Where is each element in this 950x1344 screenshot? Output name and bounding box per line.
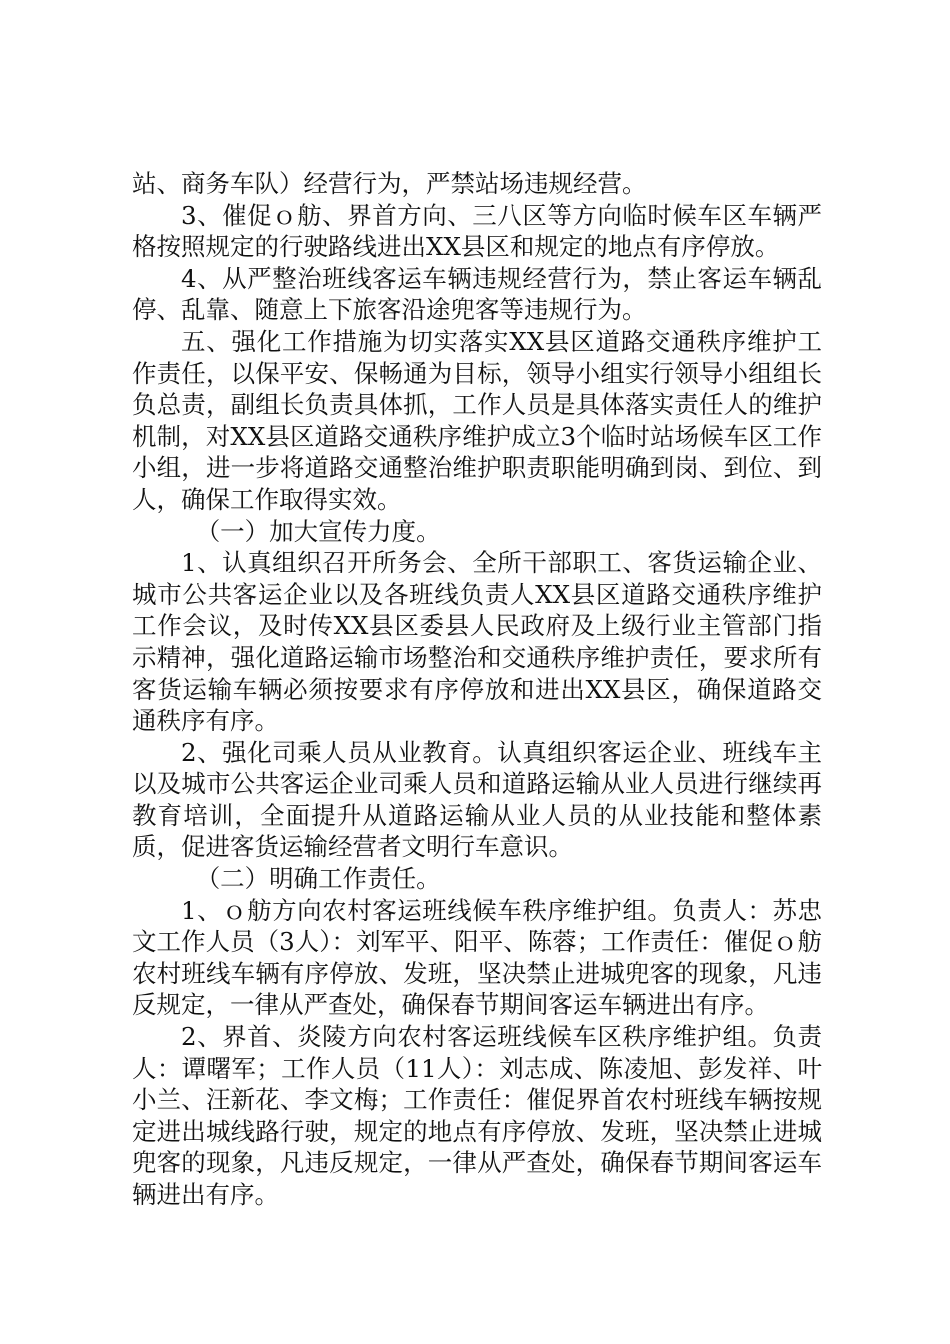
paragraph-responsibility-item-2: 2、界首、炎陵方向农村客运班线候车区秩序维护组。负责人：谭曙军；工作人员（11人）：刘志成、陈凌旭、彭发祥、叶小兰、汪新花、李文梅；工作责任：催促界首农村班线车辆按规定进出城线路行驶，规定的地点有序停放、发班，坚决禁止进城兜客的现象，凡违反规定，一律从严查处，确保春节期间客运车辆进出有序。 [132, 1022, 822, 1209]
subheading-responsibility: （二）明确工作责任。 [195, 864, 441, 894]
paragraph-item-3: 3、催促ｏ舫、界首方向、三八区等方向临时候车区车辆严格按照规定的行驶路线进出XX县区和规定的地点有序停放。 [132, 200, 822, 262]
paragraph-continuation: 站、商务车队）经营行为，严禁站场违规经营。 [132, 169, 647, 198]
paragraph-publicity-item-1: 1、认真组织召开所务会、全所干部职工、客货运输企业、城市公共客运企业以及各班线负责人XX县区道路交通秩序维护工作会议，及时传XX县区委县人民政府及上级行业主管部门指示精神，强化道路运输市场整治和交通秩序维护责任，要求所有客货运输车辆必须按要求有序停放和进出XX县区，确保道路交通秩序有序。 [132, 548, 822, 736]
paragraph-item-4: 4、从严整治班线客运车辆违规经营行为，禁止客运车辆乱停、乱靠、随意上下旅客沿途兜客等违规行为。 [132, 263, 822, 325]
paragraph-responsibility-item-1: 1、ｏ舫方向农村客运班线候车秩序维护组。负责人：苏忠文工作人员（3人）：刘军平、阳平、陈蓉；工作责任：催促ｏ舫农村班线车辆有序停放、发班，坚决禁止进城兜客的现象，凡违反规定，一律从严查处，确保春节期间客运车辆进出有序。 [132, 895, 822, 1020]
document-body [132, 168, 822, 1211]
paragraph-section-five: 五、强化工作措施为切实落实XX县区道路交通秩序维护工作责任，以保平安、保畅通为目标，领导小组实行领导小组组长负总责，副组长负责具体抓，工作人员是具体落实责任人的维护机制，对XX县区道路交通秩序维护成立3个临时站场候车区工作小组，进一步将道路交通整治维护职责职能明确到岗、到位、到人，确保工作取得实效。 [132, 326, 822, 514]
subheading-publicity: （一）加大宣传力度。 [195, 516, 441, 546]
paragraph-publicity-item-2: 2、强化司乘人员从业教育。认真组织客运企业、班线车主以及城市公共客运企业司乘人员和道路运输从业人员进行继续再教育培训，全面提升从道路运输从业人员的从业技能和整体素质，促进客货运输经营者文明行车意识。 [132, 737, 822, 862]
